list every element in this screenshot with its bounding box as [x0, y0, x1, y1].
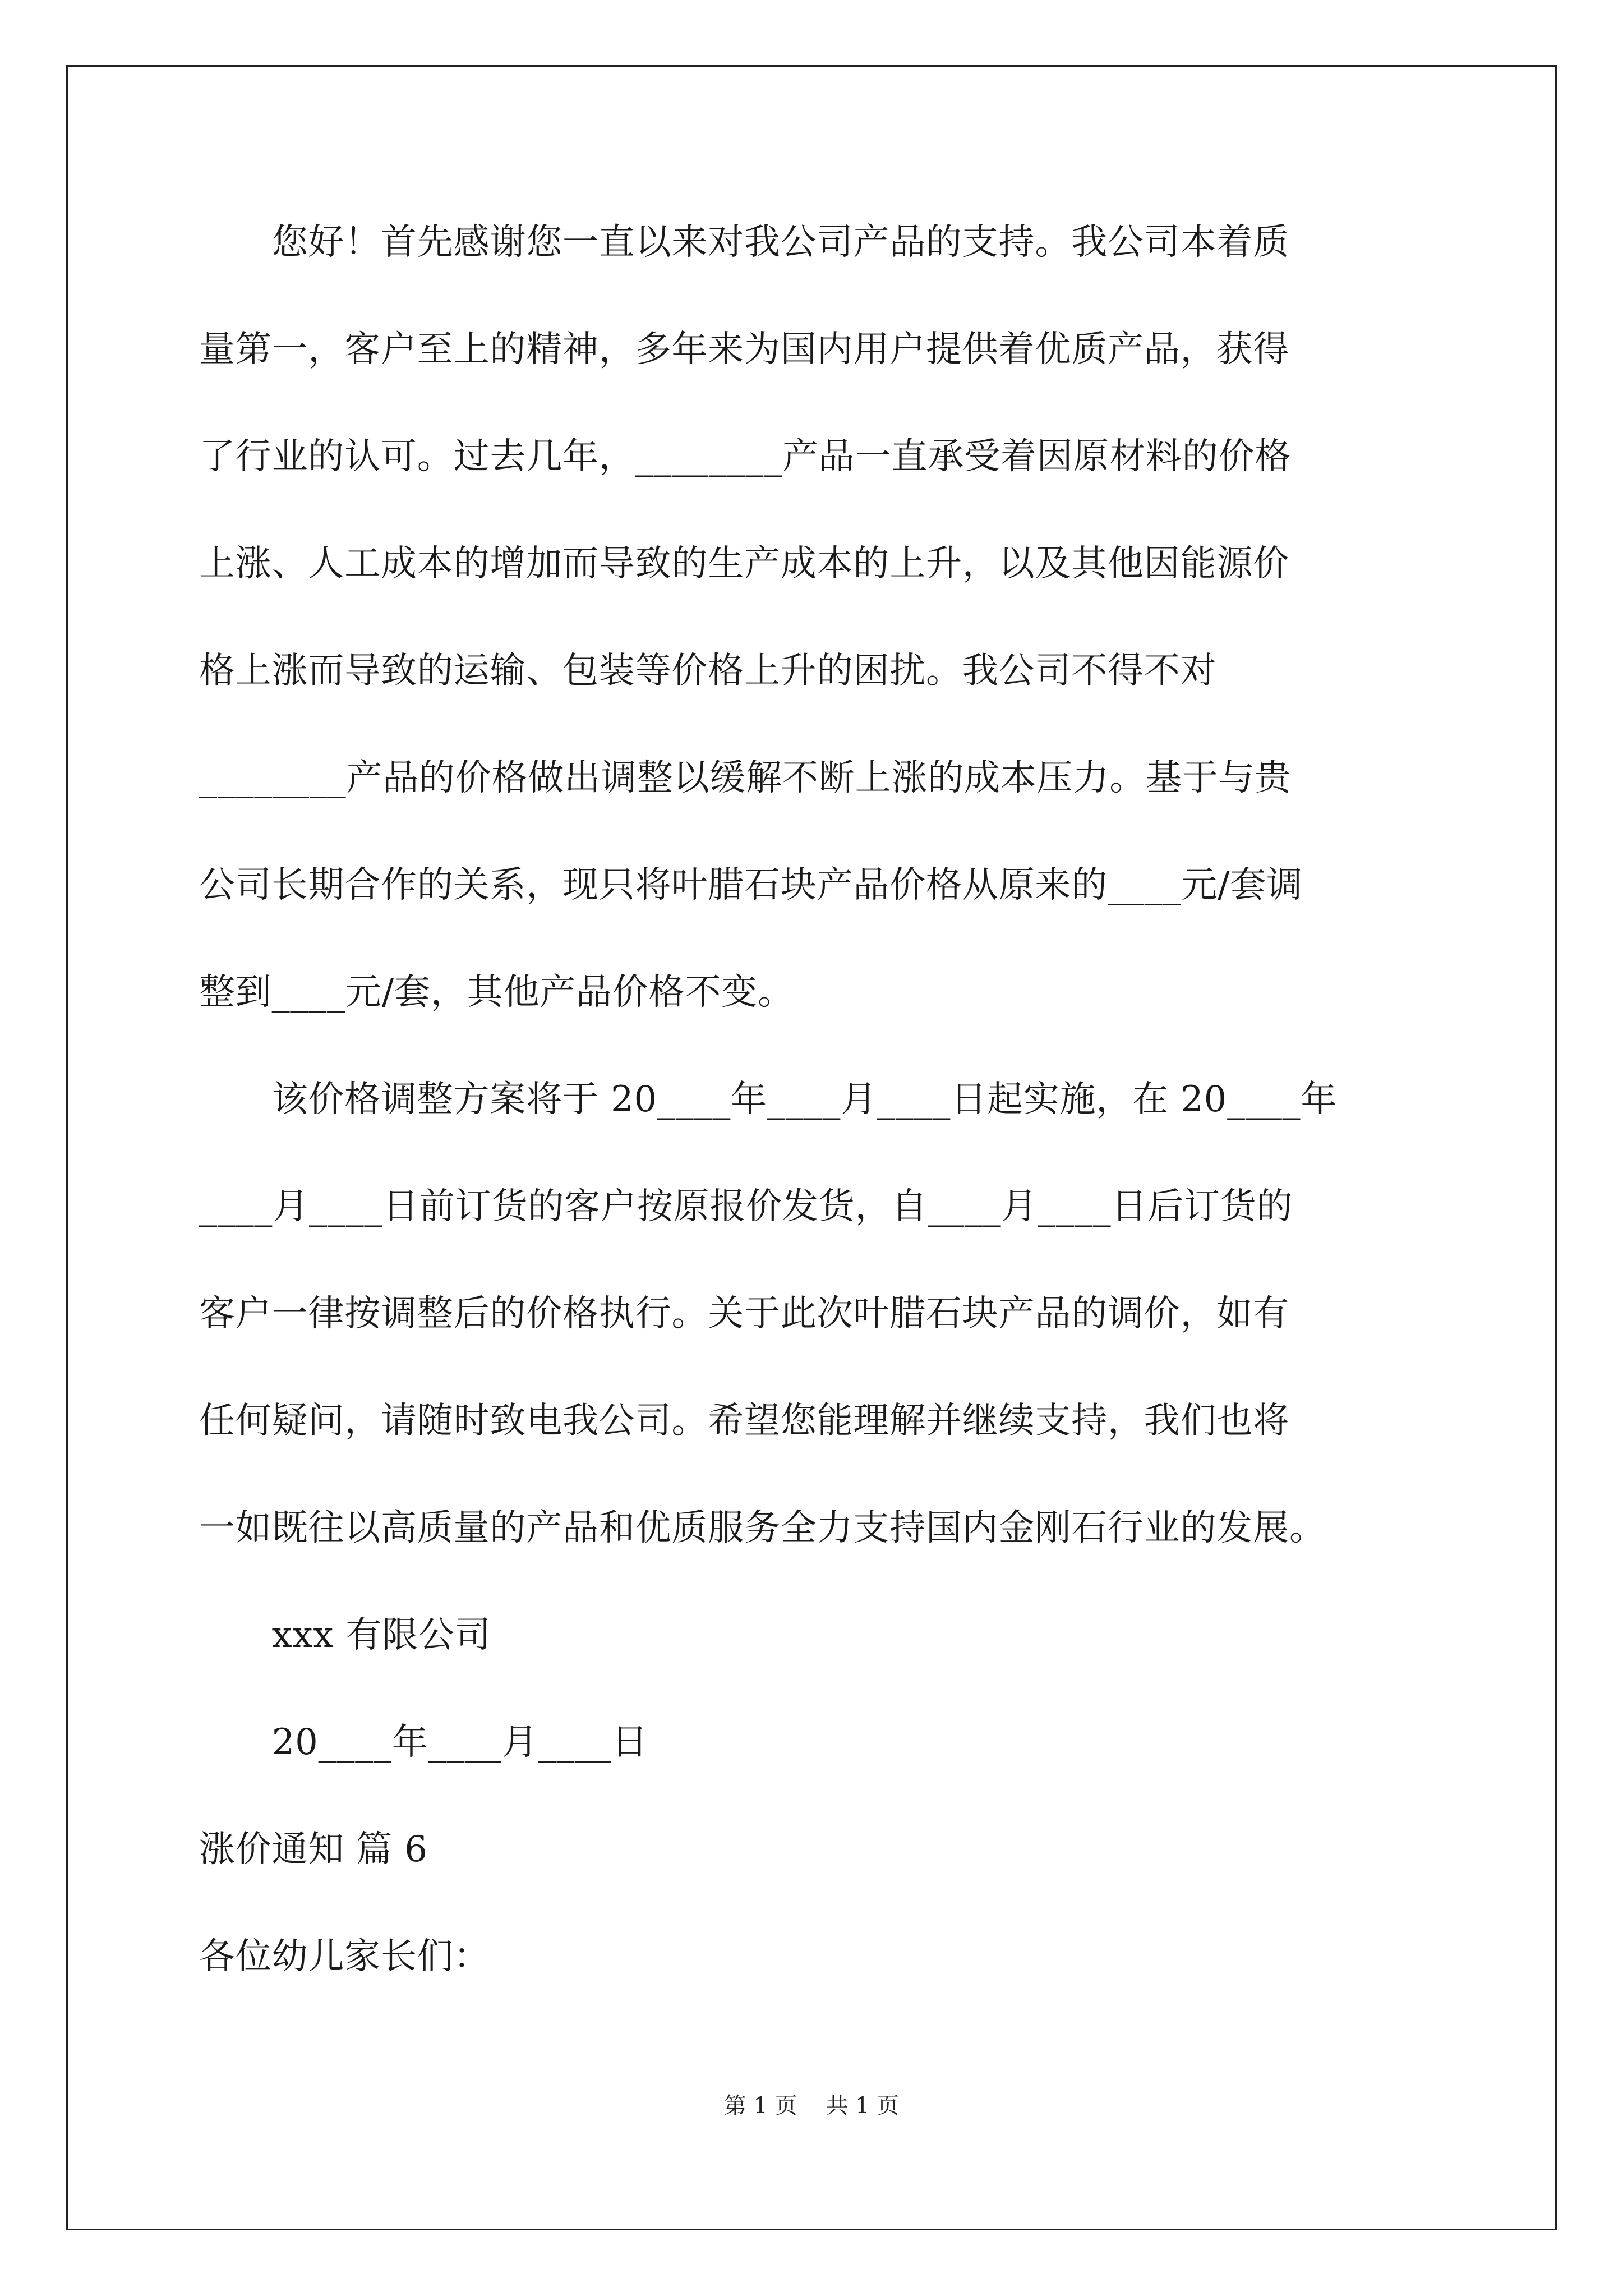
paragraph-1-line-1: 您好！首先感谢您一直以来对我公司产品的支持。我公司本着质 — [199, 222, 1289, 263]
greeting: 各位幼儿家长们： — [199, 1936, 490, 1977]
paragraph-2-line-5: 一如既往以高质量的产品和优质服务全力支持国内金刚石行业的发展。 — [199, 1507, 1326, 1549]
paragraph-1-line-6: ________产品的价格做出调整以缓解不断上涨的成本压力。基于与贵 — [199, 757, 1292, 799]
signature-date: 20____年____月____日 — [199, 1722, 648, 1763]
paragraph-2-line-1: 该价格调整方案将于 20____年____月____日起实施，在 20____年 — [199, 1079, 1338, 1120]
paragraph-1-line-2: 量第一，客户至上的精神，多年来为国内用户提供着优质产品，获得 — [199, 329, 1289, 370]
paragraph-1-line-8: 整到____元/套，其他产品价格不变。 — [199, 972, 794, 1013]
section-title: 涨价通知 篇 6 — [199, 1829, 428, 1870]
page-footer: 第 1 页 共 1 页 — [723, 2093, 900, 2119]
paragraph-1-line-3: 了行业的认可。过去几年，________产品一直承受着因原材料的价格 — [199, 436, 1292, 477]
paragraph-2-line-4: 任何疑问，请随时致电我公司。希望您能理解并继续支持，我们也将 — [199, 1400, 1289, 1442]
signature-company: xxx 有限公司 — [199, 1614, 491, 1656]
paragraph-1-line-4: 上涨、人工成本的增加而导致的生产成本的上升，以及其他因能源价 — [199, 543, 1289, 585]
paragraph-1-line-7: 公司长期合作的关系，现只将叶腊石块产品价格从原来的____元/套调 — [199, 864, 1303, 906]
paragraph-1-line-5: 格上涨而导致的运输、包装等价格上升的困扰。我公司不得不对 — [199, 650, 1217, 692]
page-border — [66, 65, 1557, 2230]
paragraph-2-line-2: ____月____日前订货的客户按原报价发货，自____月____日后订货的 — [199, 1186, 1293, 1227]
paragraph-2-line-3: 客户一律按调整后的价格执行。关于此次叶腊石块产品的调价，如有 — [199, 1293, 1289, 1335]
